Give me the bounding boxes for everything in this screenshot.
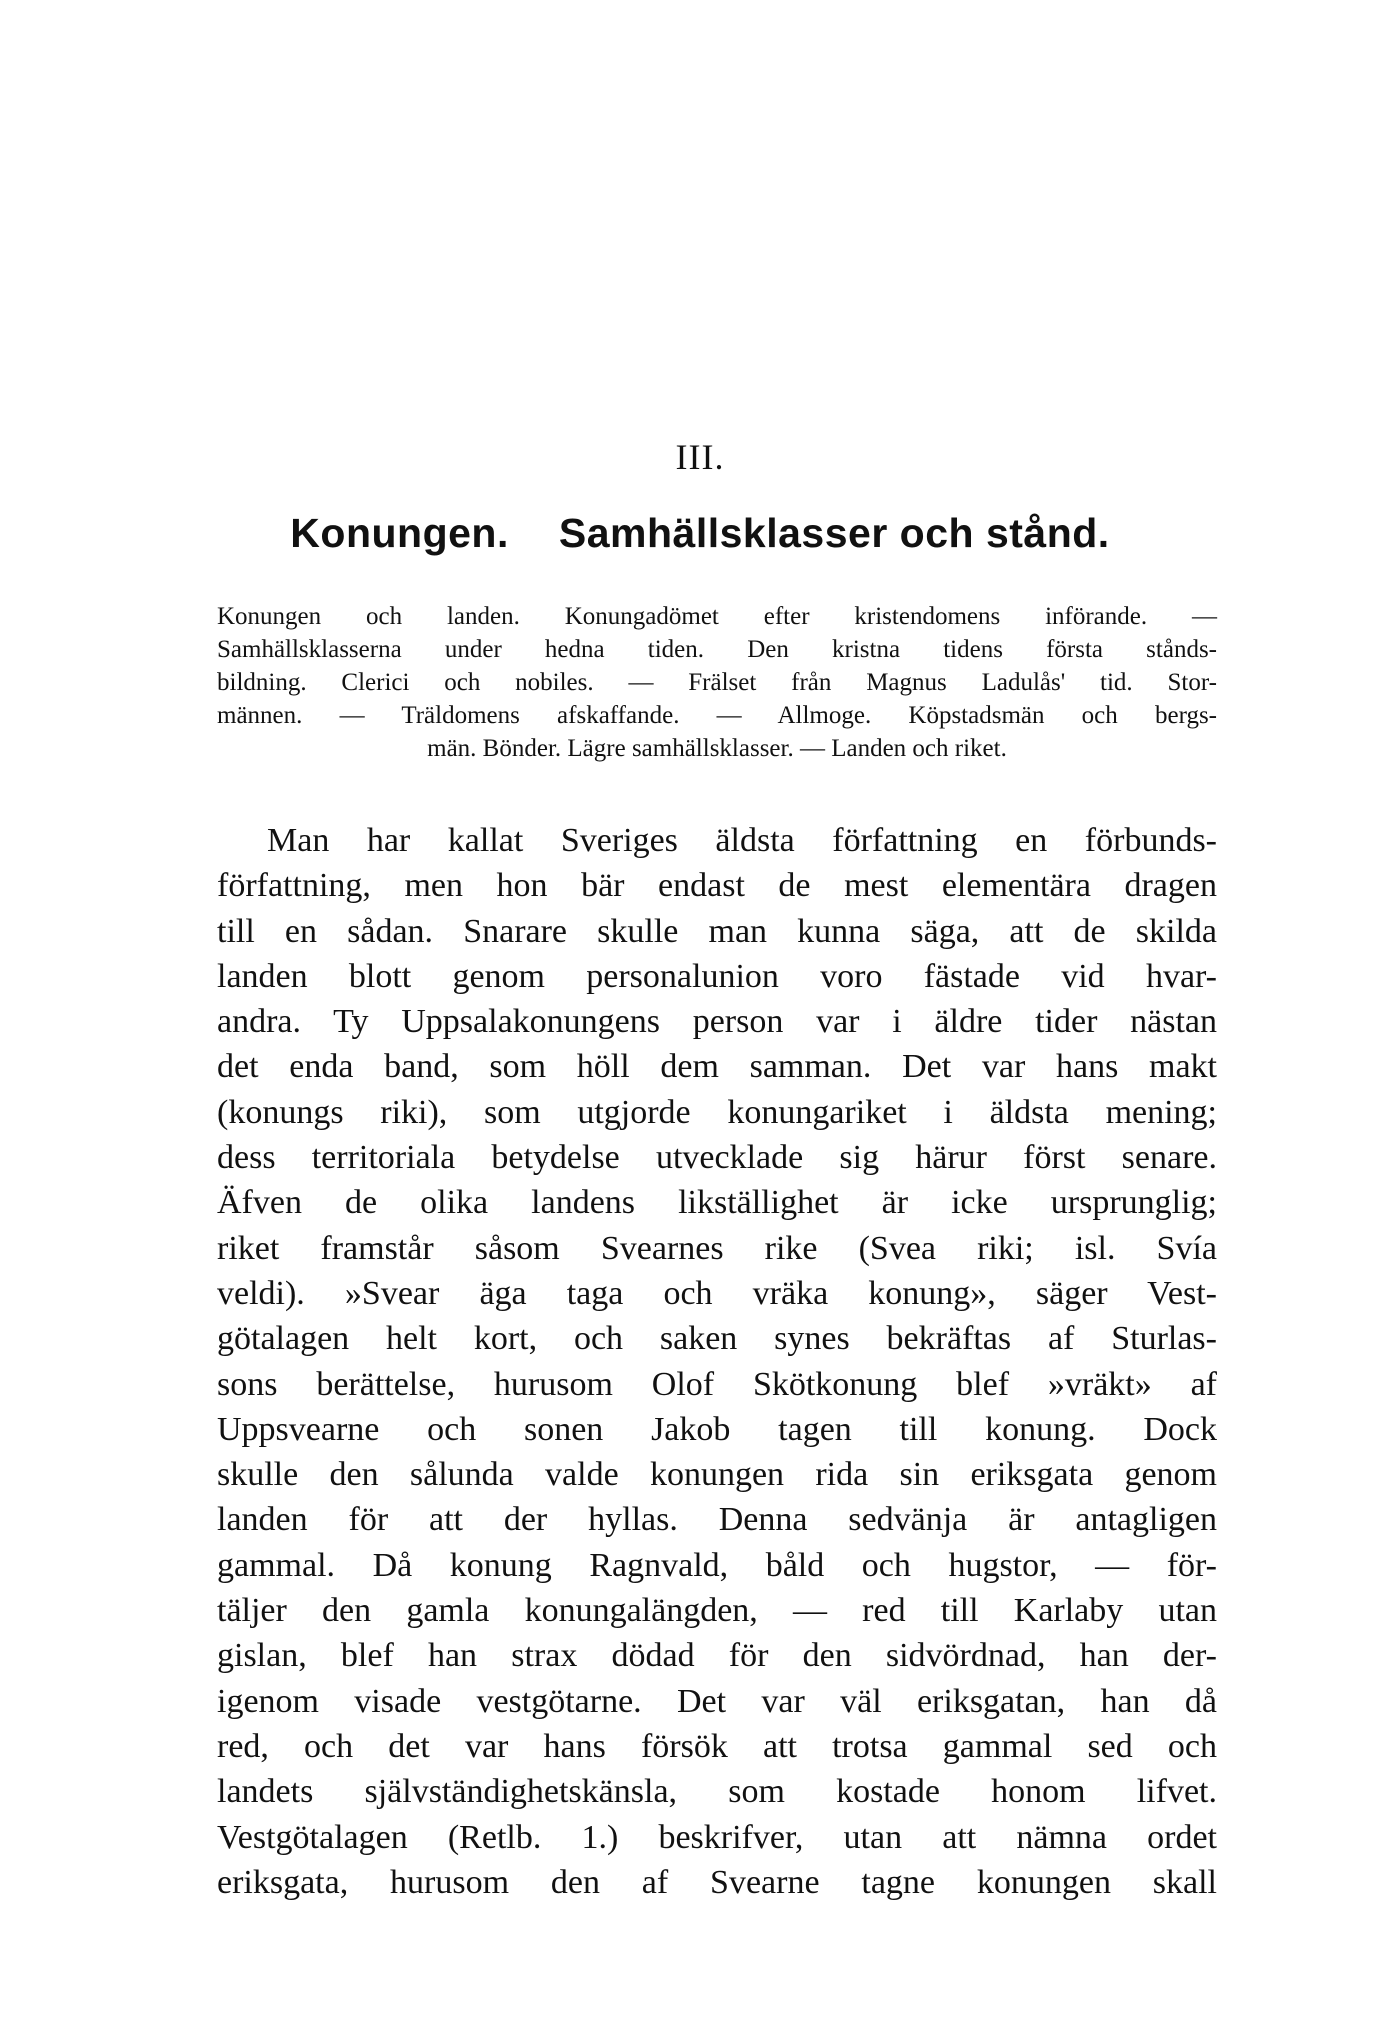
body-line: veldi). »Svear äga taga och vräka konung», säger Vest- — [217, 1274, 1217, 1312]
body-line: igenom visade vestgötarne. Det var väl eriksgatan, han då — [217, 1682, 1217, 1720]
body-line: dess territoriala betydelse utvecklade sig härur först senare. — [217, 1139, 1217, 1177]
body-line: det enda band, som höll dem samman. Det var hans makt — [217, 1048, 1217, 1086]
body-text — [217, 818, 1217, 1905]
body-line: gammal. Då konung Ragnvald, båld och hugstor, — för- — [217, 1546, 1217, 1584]
body-line: sons berättelse, hurusom Olof Skötkonung blef »vräkt» af — [217, 1365, 1217, 1403]
body-line: skulle den sålunda valde konungen rida sin eriksgata genom — [217, 1456, 1217, 1494]
body-line: författning, men hon bär endast de mest elementära dragen — [217, 867, 1217, 905]
body-line: Vestgötalagen (Retlb. 1.) beskrifver, utan att nämna ordet — [217, 1818, 1217, 1856]
body-line: andra. Ty Uppsalakonungens person var i äldre tider nästan — [217, 1003, 1217, 1041]
body-line: Äfven de olika landens likställighet är icke ursprunglig; — [217, 1184, 1217, 1222]
body-line: riket framstår såsom Svearnes rike (Svea riki; isl. Svía — [217, 1229, 1217, 1267]
summary-line: Samhällsklasserna under hedna tiden. Den kristna tidens första stånds- — [217, 636, 1217, 663]
body-line: gislan, blef han strax dödad för den sidvördnad, han der- — [217, 1637, 1217, 1675]
body-line: red, och det var hans försök att trotsa gammal sed och — [217, 1727, 1217, 1765]
summary-line: Konungen och landen. Konungadömet efter kristendomens införande. — — [217, 603, 1217, 630]
summary-line: männen. — Träldomens afskaffande. — Allmoge. Köpstadsmän och bergs- — [217, 702, 1217, 729]
chapter-title — [0, 510, 1400, 557]
body-line: Man har kallat Sveriges äldsta författning en förbunds- — [267, 822, 1217, 859]
body-line: till en sådan. Snarare skulle man kunna säga, att de skilda — [217, 912, 1217, 950]
body-line: landets självständighetskänsla, som kostade honom lifvet. — [217, 1773, 1217, 1811]
body-line: landen för att der hyllas. Denna sedvänja är antagligen — [217, 1501, 1217, 1539]
chapter-title-part-2: Samhällsklasser och stånd. — [558, 510, 1110, 556]
body-line: (konungs riki), som utgjorde konungariket i äldsta mening; — [217, 1093, 1217, 1131]
summary-line: bildning. Clerici och nobiles. — Frälset från Magnus Ladulås' tid. Stor- — [217, 669, 1217, 696]
body-line: götalagen helt kort, och saken synes bekräftas af Sturlas- — [217, 1320, 1217, 1358]
body-line: Uppsvearne och sonen Jakob tagen till konung. Dock — [217, 1410, 1217, 1448]
body-line: täljer den gamla konungalängden, — red till Karlaby utan — [217, 1592, 1217, 1630]
body-line: eriksgata, hurusom den af Svearne tagne konungen skall — [217, 1863, 1217, 1901]
body-line: landen blott genom personalunion voro fästade vid hvar- — [217, 957, 1217, 995]
summary-line: män. Bönder. Lägre samhällsklasser. — Landen och riket. — [427, 735, 1007, 762]
chapter-title-part-1: Konungen. — [290, 510, 509, 556]
chapter-summary — [217, 600, 1217, 765]
chapter-number: III. — [675, 437, 725, 477]
